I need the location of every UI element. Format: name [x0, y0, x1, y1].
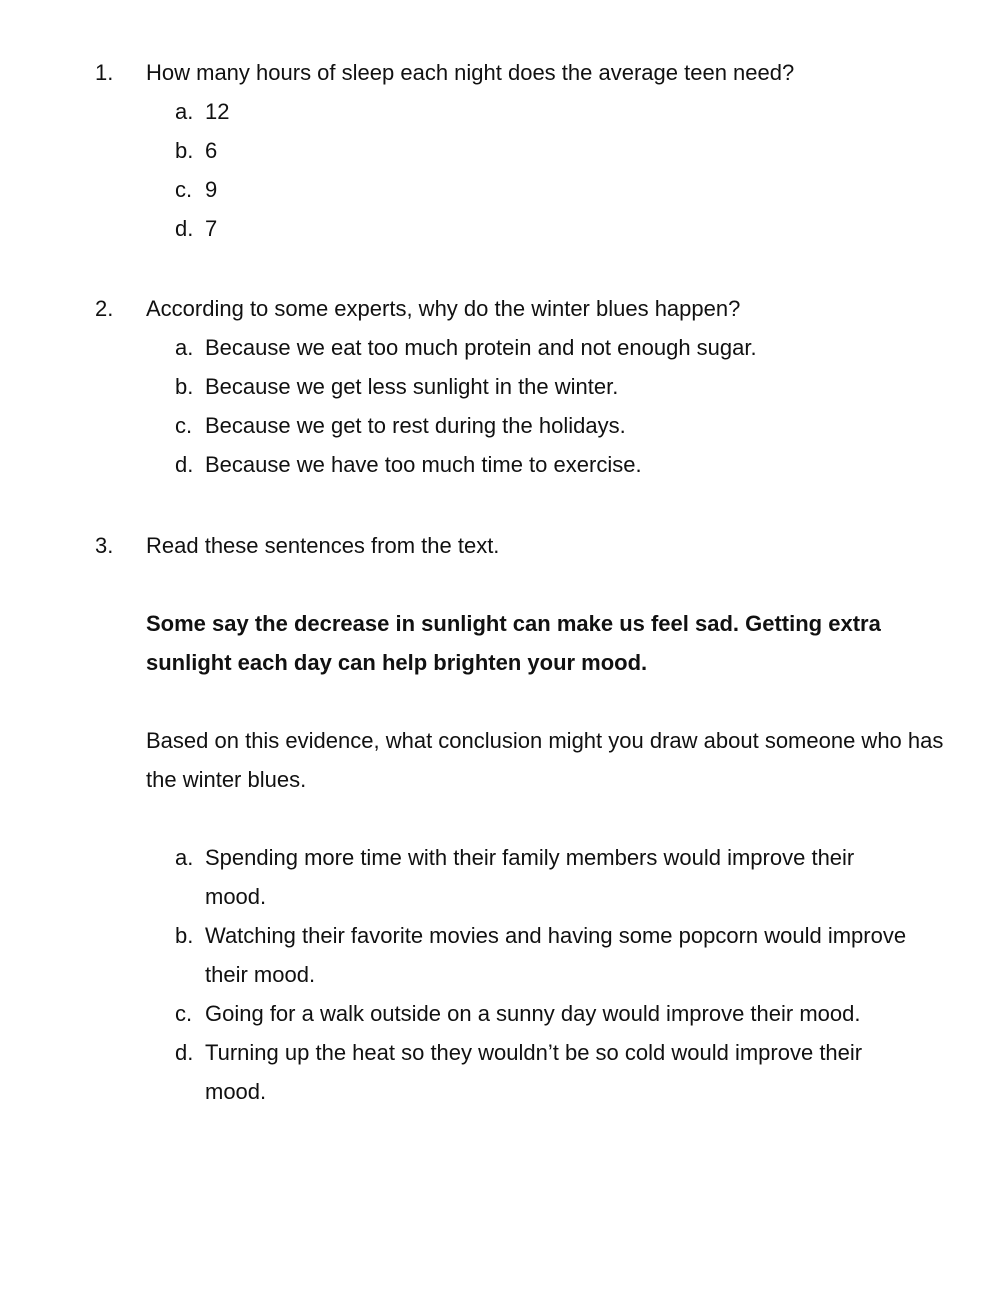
option-text: Watching their favorite movies and having some popcorn would improve their mood.: [205, 923, 907, 987]
question-1-row: [95, 53, 955, 92]
option-text: Because we get less sunlight in the winter.: [205, 374, 619, 399]
option-text: 9: [205, 177, 218, 202]
option-a[interactable]: [175, 838, 935, 916]
question-text: How many hours of sleep each night does the average teen need?: [146, 60, 795, 85]
question-1: [95, 53, 955, 248]
option-text: 7: [205, 216, 218, 241]
option-letter: b.: [175, 923, 194, 948]
option-c[interactable]: [175, 170, 955, 209]
option-b[interactable]: [175, 916, 935, 994]
question-3-row: [95, 526, 955, 565]
option-letter: c.: [175, 177, 193, 202]
option-text: Turning up the heat so they wouldn’t be so cold would improve their mood.: [205, 1040, 863, 1104]
option-b[interactable]: [175, 367, 955, 406]
question-number: 2.: [95, 296, 114, 321]
option-a[interactable]: [175, 92, 955, 131]
option-letter: a.: [175, 845, 194, 870]
question-text: Read these sentences from the text.: [146, 533, 500, 558]
option-text: Spending more time with their family members would improve their mood.: [205, 845, 855, 909]
option-letter: c.: [175, 1001, 193, 1026]
option-c[interactable]: [175, 994, 935, 1033]
option-letter: d.: [175, 216, 194, 241]
option-letter: b.: [175, 374, 194, 399]
question-3: [95, 526, 955, 1111]
option-text: Going for a walk outside on a sunny day would improve their mood.: [205, 1001, 861, 1026]
question-number: 1.: [95, 60, 114, 85]
option-c[interactable]: [175, 406, 955, 445]
option-letter: a.: [175, 335, 194, 360]
option-b[interactable]: [175, 131, 955, 170]
option-letter: d.: [175, 452, 194, 477]
question-prompt: Based on this evidence, what conclusion might you draw about someone who has the winter blues.: [146, 728, 944, 792]
option-letter: c.: [175, 413, 193, 438]
option-list: [175, 328, 955, 484]
question-number: 3.: [95, 533, 114, 558]
option-text: 6: [205, 138, 218, 163]
option-text: 12: [205, 99, 230, 124]
question-2-row: [95, 289, 955, 328]
option-letter: b.: [175, 138, 194, 163]
option-list: [175, 838, 935, 1111]
option-list: [175, 92, 955, 248]
option-a[interactable]: [175, 328, 955, 367]
option-text: Because we get to rest during the holidays.: [205, 413, 626, 438]
evidence-quote: Some say the decrease in sunlight can make us feel sad. Getting extra sunlight each day can help brighten your mood.: [146, 611, 881, 675]
question-2: [95, 289, 955, 484]
option-letter: a.: [175, 99, 194, 124]
option-d[interactable]: [175, 1033, 935, 1111]
option-text: Because we eat too much protein and not enough sugar.: [205, 335, 757, 360]
option-d[interactable]: [175, 445, 955, 484]
option-letter: d.: [175, 1040, 194, 1065]
option-text: Because we have too much time to exercise.: [205, 452, 642, 477]
question-text: According to some experts, why do the winter blues happen?: [146, 296, 741, 321]
option-d[interactable]: [175, 209, 955, 248]
